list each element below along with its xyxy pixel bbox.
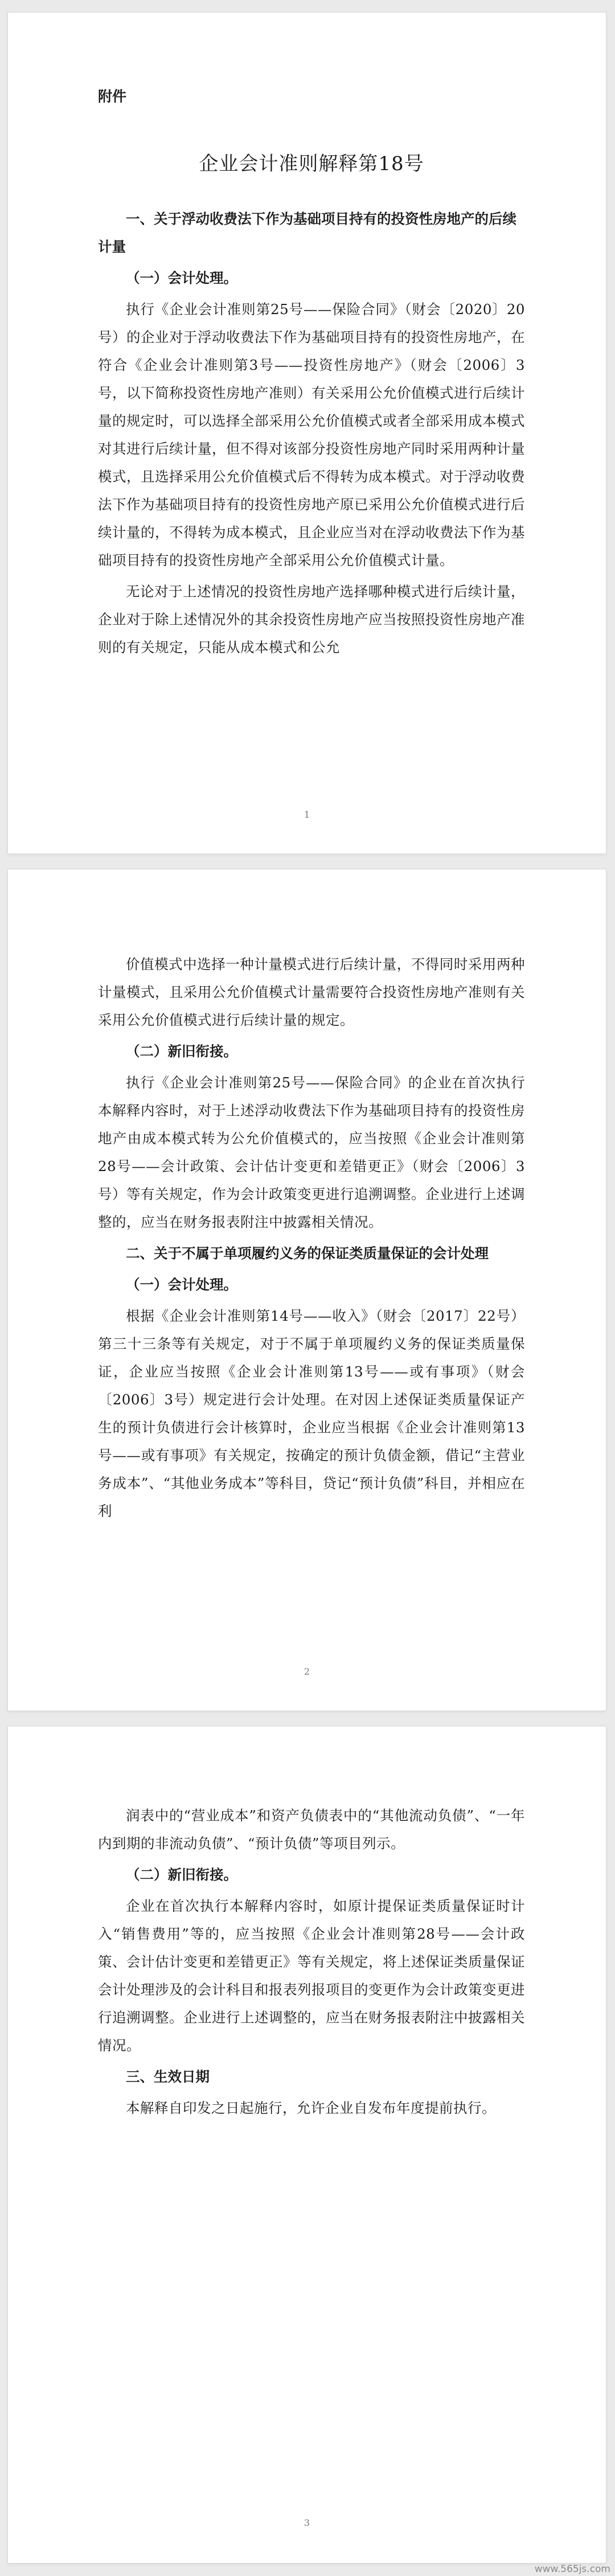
page-number: 1 bbox=[304, 809, 310, 820]
document-page-2 bbox=[8, 869, 606, 1711]
document-page-1 bbox=[8, 13, 606, 854]
page-1-content bbox=[98, 85, 525, 665]
page-number: 2 bbox=[304, 1666, 310, 1677]
paragraph: 无论对于上述情况的投资性房地产选择哪种模式进行后续计量，企业对于除上述情况外的其余投资性房地产应当按照投资性房地产准则的有关规定，只能从成本模式和公允 bbox=[98, 583, 525, 656]
paragraph: 执行《企业会计准则第25号——保险合同》（财会〔2020〕20号）的企业对于浮动收费法下作为基础项目持有的投资性房地产，在符合《企业会计准则第3号——投资性房地产》（财会〔2006〕3号，以下简称投资性房地产准则）有关采用公允价值模式进行后续计量的规定时，可以选择全部采用公允价值模式或者全部采用成本模式对其进行后续计量，但不得对该部分投资性房地产同时采用两种计量模式，且选择采用公允价值模式后不得转为成本模式。对于浮动收费法下作为基础项目持有的投资性房地产原已采用公允价值模式进行后续计量的，不得转为成本模式，且企业应当对在浮动收费法下作为基础项目持有的投资性房地产全部采用公允价值模式计量。 bbox=[98, 301, 525, 568]
document-title: 企业会计准则解释第18号 bbox=[199, 153, 424, 175]
paragraph: 价值模式中选择一种计量模式进行后续计量，不得同时采用两种计量模式，且采用公允价值模式计量需要符合投资性房地产准则有关采用公允价值模式进行后续计量的规定。 bbox=[98, 956, 525, 1028]
paragraph: 根据《企业会计准则第14号——收入》（财会〔2017〕22号）第三十三条等有关规定，对于不属于单项履约义务的保证类质量保证，企业应当按照《企业会计准则第13号——或有事项》（财会〔2006〕3号）规定进行会计处理。在对因上述保证类质量保证产生的预计负债进行会计核算时，企业应当根据《企业会计准则第13号——或有事项》有关规定，按确定的预计负债金额，借记“主营业务成本”、“其他业务成本”等科目，贷记“预计负债”科目，并相应在利 bbox=[98, 1308, 525, 1519]
subheading-accounting-treatment: （一）会计处理。 bbox=[126, 270, 237, 286]
subheading-transition: （二）新旧衔接。 bbox=[126, 1866, 237, 1883]
section-heading-3: 三、生效日期 bbox=[126, 2068, 210, 2085]
subheading-accounting-treatment: （一）会计处理。 bbox=[126, 1276, 237, 1293]
paragraph: 执行《企业会计准则第25号——保险合同》的企业在首次执行本解释内容时，对于上述浮动收费法下作为基础项目持有的投资性房地产由成本模式转为公允价值模式的，应当按照《企业会计准则第28号——会计政策、会计估计变更和差错更正》（财会〔2006〕3号）等有关规定，作为会计政策变更进行追溯调整。企业进行上述调整的，应当在财务报表附注中披露相关情况。 bbox=[98, 1074, 525, 1230]
section-heading-2: 二、关于不属于单项履约义务的保证类质量保证的会计处理 bbox=[126, 1245, 489, 1262]
site-watermark: www.565js.com bbox=[534, 2563, 610, 2575]
section-heading-1: 一、关于浮动收费法下作为基础项目持有的投资性房地产的后续计量 bbox=[98, 211, 516, 255]
paragraph: 润表中的“营业成本”和资产负债表中的“其他流动负债”、“一年内到期的非流动负债”、“预计负债”等项目列示。 bbox=[98, 1807, 525, 1852]
subheading-transition: （二）新旧衔接。 bbox=[126, 1043, 237, 1060]
attachment-label: 附件 bbox=[98, 88, 127, 105]
paragraph: 本解释自印发之日起施行，允许企业自发布年度提前执行。 bbox=[126, 2100, 496, 2116]
page-3-content bbox=[98, 1802, 525, 2125]
page-number: 3 bbox=[304, 2517, 310, 2528]
paragraph: 企业在首次执行本解释内容时，如原计提保证类质量保证时计入“销售费用”等的，应当按照《企业会计准则第28号——会计政策、会计估计变更和差错更正》等有关规定，将上述保证类质量保证会计处理涉及的会计科目和报表列报项目的变更作为会计政策变更进行追溯调整。企业进行上述调整的，应当在财务报表附注中披露相关情况。 bbox=[98, 1898, 525, 2054]
page-2-content bbox=[98, 950, 525, 1528]
document-page-3 bbox=[8, 1726, 606, 2563]
